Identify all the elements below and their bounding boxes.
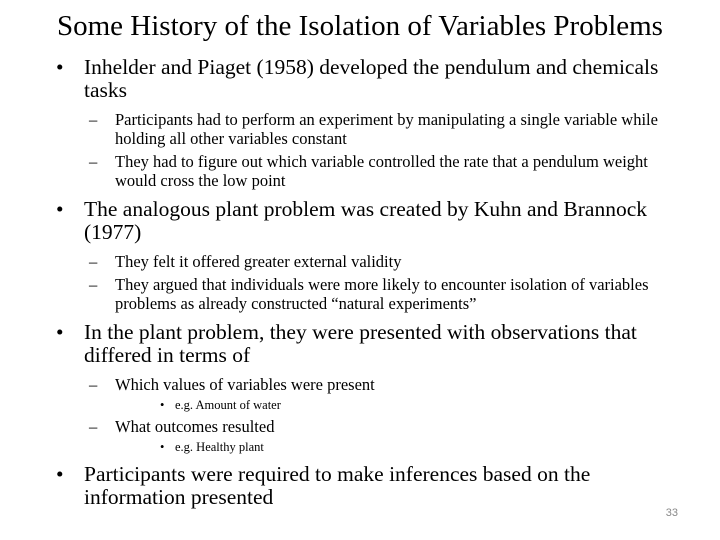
sub-bullet-item — [59, 417, 680, 436]
bullet-marker: • — [160, 440, 165, 454]
sub-bullet-text: Participants had to perform an experiment by manipulating a single variable while holding all other variables constant — [115, 110, 658, 148]
sub-bullet-list — [59, 252, 680, 313]
sub-sub-bullet-text: e.g. Amount of water — [175, 398, 281, 412]
bullet-text: Participants were required to make inferences based on the information presented — [84, 462, 591, 509]
sub-bullet-text: What outcomes resulted — [115, 417, 275, 436]
sub-bullet-item — [59, 375, 680, 394]
sub-bullet-text: They had to figure out which variable controlled the rate that a pendulum weight would cross the low point — [115, 152, 648, 190]
sub-bullet-list — [59, 110, 680, 190]
slide-content — [56, 56, 680, 515]
sub-bullet-list — [59, 375, 680, 455]
sub-bullet-item — [59, 152, 680, 190]
bullet-item — [56, 198, 680, 244]
dash-marker: – — [89, 252, 98, 271]
dash-marker: – — [89, 417, 98, 436]
sub-bullet-item — [59, 110, 680, 148]
bullet-item — [56, 463, 680, 509]
sub-sub-bullet-list — [59, 398, 680, 413]
sub-sub-bullet-item — [59, 440, 680, 455]
bullet-text: In the plant problem, they were presented with observations that differed in terms of — [84, 320, 637, 367]
bullet-marker: • — [160, 398, 165, 412]
sub-sub-bullet-list — [59, 440, 680, 455]
bullet-item — [56, 56, 680, 102]
sub-sub-bullet-item — [59, 398, 680, 413]
slide-title: Some History of the Isolation of Variables Problems — [57, 10, 663, 42]
bullet-marker: • — [56, 462, 64, 486]
sub-bullet-text: They felt it offered greater external validity — [115, 252, 402, 271]
bullet-marker: • — [56, 197, 64, 221]
bullet-text: The analogous plant problem was created by Kuhn and Brannock (1977) — [84, 197, 648, 244]
dash-marker: – — [89, 110, 98, 129]
dash-marker: – — [89, 375, 98, 394]
sub-bullet-text: They argued that individuals were more likely to encounter isolation of variables problems as already constructed “natural experiments” — [115, 275, 649, 313]
sub-bullet-item — [59, 252, 680, 271]
bullet-marker: • — [56, 320, 64, 344]
bullet-marker: • — [56, 55, 64, 79]
dash-marker: – — [89, 152, 98, 171]
bullet-item — [56, 321, 680, 367]
page-number: 33 — [665, 507, 678, 519]
bullet-text: Inhelder and Piaget (1958) developed the pendulum and chemicals tasks — [84, 55, 659, 102]
sub-bullet-item — [59, 275, 680, 313]
dash-marker: – — [89, 275, 98, 294]
sub-bullet-text: Which values of variables were present — [115, 375, 375, 394]
sub-sub-bullet-text: e.g. Healthy plant — [175, 440, 264, 454]
